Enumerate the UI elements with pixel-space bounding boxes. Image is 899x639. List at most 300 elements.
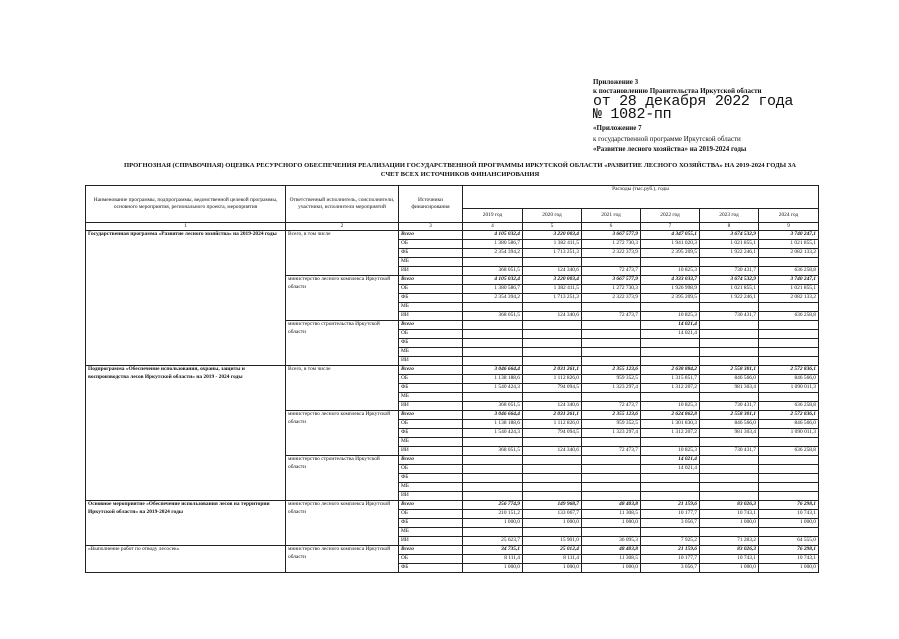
value-cell: 8 111,4 (463, 555, 523, 564)
col-index: 1 (86, 223, 286, 231)
source-cell: ИИ (399, 267, 463, 276)
value-cell (463, 303, 523, 312)
value-cell (700, 348, 759, 357)
col-header-executor: Ответственный исполнитель, соисполнители, участники, исполнители мероприятий (286, 186, 399, 223)
value-cell (582, 492, 641, 501)
value-cell: 794 094,5 (523, 429, 582, 438)
value-cell: 1 540 424,3 (463, 384, 523, 393)
value-cell (582, 474, 641, 483)
value-cell (582, 393, 641, 402)
value-cell (582, 357, 641, 366)
source-cell: ФБ (399, 249, 463, 258)
value-cell (523, 348, 582, 357)
value-cell: 2 355 123,6 (582, 366, 641, 375)
source-cell: Всего (399, 546, 463, 555)
value-cell: 14 021,4 (641, 456, 700, 465)
value-cell: 3 740 247,1 (759, 276, 819, 285)
value-cell (523, 456, 582, 465)
col-index: 7 (641, 223, 700, 231)
value-cell (759, 528, 819, 537)
value-cell (700, 357, 759, 366)
year-header: 2022 год (641, 209, 700, 223)
value-cell: 14 021,4 (641, 330, 700, 339)
source-cell: ФБ (399, 294, 463, 303)
value-cell: 256 774,9 (463, 501, 523, 510)
value-cell: 368 051,5 (463, 312, 523, 321)
value-cell: 1 021 855,1 (759, 285, 819, 294)
appendix7-line: «Приложение 7 (593, 124, 642, 132)
value-cell (463, 465, 523, 474)
source-cell: МБ (399, 483, 463, 492)
year-header: 2024 год (759, 209, 819, 223)
value-cell (582, 303, 641, 312)
value-cell: 210 151,2 (463, 510, 523, 519)
source-cell: Всего (399, 366, 463, 375)
source-cell: ОБ (399, 420, 463, 429)
value-cell: 1 713 251,3 (523, 249, 582, 258)
source-cell: ИИ (399, 447, 463, 456)
executor-cell: министерство лесного комплекса Иркутской области (286, 411, 399, 456)
value-cell: 846 566,0 (759, 420, 819, 429)
year-header: 2020 год (523, 209, 582, 223)
value-cell (523, 258, 582, 267)
value-cell (582, 528, 641, 537)
value-cell (641, 339, 700, 348)
value-cell (582, 483, 641, 492)
value-cell: 1 382 411,5 (523, 285, 582, 294)
value-cell: 2 558 301,1 (700, 366, 759, 375)
value-cell (641, 357, 700, 366)
executor-cell: министерство строительства Иркутской области (286, 456, 399, 501)
source-cell: ФБ (399, 339, 463, 348)
value-cell: 124 340,6 (523, 447, 582, 456)
value-cell: 1 090 011,3 (759, 429, 819, 438)
value-cell (463, 348, 523, 357)
value-cell: 1 000,0 (759, 564, 819, 573)
source-cell: ИИ (399, 537, 463, 546)
value-cell: 1 138 188,6 (463, 420, 523, 429)
value-cell: 2 082 133,2 (759, 249, 819, 258)
value-cell: 2 322 373,9 (582, 249, 641, 258)
value-cell: 2 322 373,9 (582, 294, 641, 303)
value-cell: 76 298,1 (759, 546, 819, 555)
program-name-cell: «Выполнение работ по отводу лесосек» (86, 546, 286, 573)
value-cell: 2 395 209,5 (641, 294, 700, 303)
value-cell: 1 272 730,3 (582, 240, 641, 249)
value-cell (759, 330, 819, 339)
value-cell (641, 474, 700, 483)
value-cell (700, 456, 759, 465)
value-cell: 1 000,0 (582, 564, 641, 573)
value-cell: 3 667 577,9 (582, 276, 641, 285)
value-cell (700, 492, 759, 501)
col-header-name: Наименование программы, подпрограммы, ведомственной целевой программы, основного мероприятия, регионального проекта, мероприятия (86, 186, 286, 223)
value-cell: 149 968,7 (523, 501, 582, 510)
value-cell: 71 283,2 (700, 537, 759, 546)
value-cell: 10 743,1 (700, 510, 759, 519)
value-cell: 2 031 261,1 (523, 366, 582, 375)
value-cell (759, 393, 819, 402)
value-cell: 48 403,8 (582, 546, 641, 555)
source-cell: ФБ (399, 384, 463, 393)
value-cell (582, 258, 641, 267)
value-cell: 1 312 207,2 (641, 429, 700, 438)
value-cell: 1 301 830,3 (641, 420, 700, 429)
value-cell: 1 323 297,4 (582, 384, 641, 393)
value-cell: 1 713 251,3 (523, 294, 582, 303)
value-cell: 133 067,7 (523, 510, 582, 519)
value-cell: 2 355 123,6 (582, 411, 641, 420)
value-cell: 636 258,8 (759, 402, 819, 411)
value-cell (641, 258, 700, 267)
program-ref-line: к государственной программе Иркутской области (593, 134, 741, 143)
value-cell: 2 031 261,1 (523, 411, 582, 420)
value-cell (463, 357, 523, 366)
appendix-decree-line: к постановлению Правительства Иркутской области (593, 86, 762, 95)
value-cell: 636 258,8 (759, 312, 819, 321)
source-cell: ОБ (399, 375, 463, 384)
value-cell: 25 012,4 (523, 546, 582, 555)
value-cell (641, 303, 700, 312)
value-cell: 4 105 032,4 (463, 231, 523, 240)
value-cell: 72 473,7 (582, 447, 641, 456)
value-cell: 3 056,7 (641, 564, 700, 573)
value-cell: 10 743,1 (700, 555, 759, 564)
value-cell: 3 046 664,4 (463, 411, 523, 420)
value-cell (641, 492, 700, 501)
col-index: 5 (523, 223, 582, 231)
source-cell: МБ (399, 348, 463, 357)
value-cell: 124 340,6 (523, 312, 582, 321)
value-cell: 1 315 851,7 (641, 375, 700, 384)
value-cell: 10 825,3 (641, 312, 700, 321)
value-cell: 1 941 020,3 (641, 240, 700, 249)
value-cell: 72 473,7 (582, 267, 641, 276)
value-cell (759, 303, 819, 312)
value-cell (463, 339, 523, 348)
source-cell: Всего (399, 501, 463, 510)
value-cell: 3 056,7 (641, 519, 700, 528)
source-cell: МБ (399, 528, 463, 537)
value-cell (463, 393, 523, 402)
col-index: 2 (286, 223, 399, 231)
value-cell: 1 000,0 (700, 519, 759, 528)
value-cell: 2 572 836,1 (759, 366, 819, 375)
source-cell: МБ (399, 393, 463, 402)
source-cell: МБ (399, 303, 463, 312)
source-cell: ИИ (399, 357, 463, 366)
value-cell (641, 438, 700, 447)
value-cell (523, 438, 582, 447)
col-index: 4 (463, 223, 523, 231)
title-line-1: ПРОГНОЗНАЯ (СПРАВОЧНАЯ) ОЦЕНКА РЕСУРСНОГО ОБЕСПЕЧЕНИЯ РЕАЛИЗАЦИИ ГОСУДАРСТВЕННОЙ ПРОГРАММЫ ИРКУТСКОЙ ОБЛАСТИ «РАЗВИТИЕ ЛЕСНОГО ХОЗЯЙСТВА» НА 2019-2024 ГОДЫ ЗА (124, 162, 796, 169)
value-cell (463, 330, 523, 339)
source-cell: ОБ (399, 330, 463, 339)
value-cell (463, 528, 523, 537)
value-cell (582, 348, 641, 357)
col-index: 3 (399, 223, 463, 231)
value-cell (759, 321, 819, 330)
value-cell (759, 492, 819, 501)
value-cell (700, 483, 759, 492)
value-cell (700, 339, 759, 348)
decree-number-stamp: № 1082-пп (593, 106, 672, 123)
executor-cell: министерство строительства Иркутской области (286, 321, 399, 366)
value-cell: 48 403,8 (582, 501, 641, 510)
value-cell: 10 177,7 (641, 510, 700, 519)
value-cell (582, 321, 641, 330)
value-cell: 3 220 003,4 (523, 231, 582, 240)
value-cell (759, 357, 819, 366)
value-cell (759, 474, 819, 483)
value-cell (463, 438, 523, 447)
value-cell (463, 258, 523, 267)
resource-table (85, 185, 819, 573)
value-cell: 846 566,0 (759, 375, 819, 384)
value-cell (700, 465, 759, 474)
source-cell: Всего (399, 321, 463, 330)
value-cell (759, 339, 819, 348)
value-cell (523, 474, 582, 483)
value-cell: 2 638 884,2 (641, 366, 700, 375)
value-cell (463, 456, 523, 465)
value-cell: 3 667 577,9 (582, 231, 641, 240)
value-cell: 1 112 826,0 (523, 420, 582, 429)
value-cell: 1 922 246,1 (700, 249, 759, 258)
table-body (86, 231, 819, 573)
value-cell (523, 465, 582, 474)
value-cell (700, 303, 759, 312)
value-cell: 34 735,1 (463, 546, 523, 555)
value-cell: 959 352,5 (582, 420, 641, 429)
document-title (80, 162, 840, 179)
value-cell: 1 272 730,3 (582, 285, 641, 294)
value-cell (641, 393, 700, 402)
col-index: 6 (582, 223, 641, 231)
value-cell: 2 354 394,2 (463, 294, 523, 303)
value-cell: 76 298,1 (759, 501, 819, 510)
source-cell: Всего (399, 231, 463, 240)
value-cell: 1 000,0 (463, 519, 523, 528)
value-cell: 10 825,3 (641, 267, 700, 276)
value-cell (759, 483, 819, 492)
executor-cell: Всего, в том числе (286, 366, 399, 411)
appendix-header (593, 78, 893, 154)
value-cell (463, 492, 523, 501)
appendix-line: Приложение 3 (593, 78, 639, 86)
value-cell (523, 339, 582, 348)
value-cell: 3 674 532,9 (700, 231, 759, 240)
year-header: 2021 год (582, 209, 641, 223)
value-cell: 2 354 394,2 (463, 249, 523, 258)
col-header-source: Источники финансирования (399, 186, 463, 223)
program-name-cell: Государственная программа «Развитие лесного хозяйства» на 2019-2024 годы (86, 231, 286, 366)
value-cell (582, 339, 641, 348)
value-cell: 4 105 032,4 (463, 276, 523, 285)
source-cell: ИИ (399, 312, 463, 321)
value-cell: 72 473,7 (582, 402, 641, 411)
value-cell: 636 258,8 (759, 447, 819, 456)
value-cell: 730 431,7 (700, 402, 759, 411)
table-row (86, 501, 819, 510)
value-cell: 1 021 855,1 (700, 285, 759, 294)
source-cell: ОБ (399, 285, 463, 294)
source-cell: МБ (399, 258, 463, 267)
value-cell: 3 046 664,4 (463, 366, 523, 375)
value-cell (759, 348, 819, 357)
value-cell (463, 483, 523, 492)
value-cell: 794 094,5 (523, 384, 582, 393)
value-cell: 1 000,0 (463, 564, 523, 573)
value-cell: 1 138 188,6 (463, 375, 523, 384)
value-cell (523, 492, 582, 501)
title-line-2: СЧЕТ ВСЕХ ИСТОЧНИКОВ ФИНАНСИРОВАНИЯ (380, 170, 540, 178)
value-cell: 14 021,4 (641, 321, 700, 330)
col-index: 9 (759, 223, 819, 231)
value-cell: 1 922 246,1 (700, 294, 759, 303)
value-cell: 2 082 133,2 (759, 294, 819, 303)
value-cell (641, 483, 700, 492)
value-cell: 1 112 826,0 (523, 375, 582, 384)
value-cell: 124 340,6 (523, 267, 582, 276)
value-cell: 1 926 998,9 (641, 285, 700, 294)
value-cell: 3 220 003,4 (523, 276, 582, 285)
source-cell: ФБ (399, 564, 463, 573)
decree-date-stamp: от 28 декабря 2022 года (593, 93, 794, 110)
value-cell (582, 456, 641, 465)
value-cell: 981 303,4 (700, 384, 759, 393)
value-cell: 36 095,3 (582, 537, 641, 546)
value-cell: 83 026,3 (700, 501, 759, 510)
value-cell: 730 431,7 (700, 267, 759, 276)
value-cell (700, 258, 759, 267)
source-cell: Всего (399, 276, 463, 285)
value-cell (759, 258, 819, 267)
value-cell: 2 558 301,1 (700, 411, 759, 420)
value-cell (582, 438, 641, 447)
value-cell: 10 743,1 (759, 510, 819, 519)
value-cell: 1 540 424,3 (463, 429, 523, 438)
value-cell: 25 623,7 (463, 537, 523, 546)
source-cell: МБ (399, 438, 463, 447)
value-cell: 10 825,3 (641, 447, 700, 456)
value-cell (523, 483, 582, 492)
value-cell: 1 021 855,1 (759, 240, 819, 249)
source-cell: ФБ (399, 474, 463, 483)
value-cell (523, 357, 582, 366)
source-cell: ОБ (399, 240, 463, 249)
value-cell: 1 323 297,4 (582, 429, 641, 438)
value-cell: 15 901,0 (523, 537, 582, 546)
executor-cell: министерство лесного комплекса Иркутской области (286, 276, 399, 321)
value-cell: 1 312 207,2 (641, 384, 700, 393)
table-row (86, 231, 819, 240)
value-cell: 959 352,5 (582, 375, 641, 384)
value-cell (523, 321, 582, 330)
value-cell: 636 258,8 (759, 267, 819, 276)
value-cell: 368 051,5 (463, 267, 523, 276)
source-cell: ОБ (399, 510, 463, 519)
value-cell (523, 393, 582, 402)
value-cell (523, 330, 582, 339)
value-cell: 83 026,3 (700, 546, 759, 555)
source-cell: ОБ (399, 555, 463, 564)
value-cell (759, 465, 819, 474)
value-cell: 10 743,1 (759, 555, 819, 564)
value-cell: 1 000,0 (523, 564, 582, 573)
value-cell: 2 395 209,5 (641, 249, 700, 258)
value-cell: 1 382 411,5 (523, 240, 582, 249)
value-cell: 1 000,0 (523, 519, 582, 528)
value-cell: 2 572 836,1 (759, 411, 819, 420)
value-cell: 7 925,2 (641, 537, 700, 546)
value-cell: 4 347 055,1 (641, 231, 700, 240)
value-cell (700, 528, 759, 537)
value-cell: 846 566,0 (700, 420, 759, 429)
source-cell: ИИ (399, 492, 463, 501)
value-cell: 21 159,6 (641, 546, 700, 555)
source-cell: ИИ (399, 402, 463, 411)
value-cell: 1 380 586,7 (463, 240, 523, 249)
executor-cell: министерство лесного комплекса Иркутской области (286, 501, 399, 546)
value-cell: 1 000,0 (582, 519, 641, 528)
value-cell (700, 321, 759, 330)
col-index: 8 (700, 223, 759, 231)
value-cell: 64 555,0 (759, 537, 819, 546)
col-header-expenses: Расходы (тыс.руб.), годы (463, 186, 819, 209)
value-cell (641, 348, 700, 357)
value-cell (641, 528, 700, 537)
source-cell: ФБ (399, 429, 463, 438)
source-cell: ФБ (399, 519, 463, 528)
value-cell (700, 393, 759, 402)
value-cell: 72 473,7 (582, 312, 641, 321)
value-cell: 1 000,0 (700, 564, 759, 573)
value-cell: 8 111,4 (523, 555, 582, 564)
source-cell: ОБ (399, 465, 463, 474)
value-cell (582, 330, 641, 339)
table-row (86, 546, 819, 555)
value-cell: 4 333 033,7 (641, 276, 700, 285)
value-cell: 10 825,3 (641, 402, 700, 411)
program-name-line: «Развитие лесного хозяйства» на 2019-2024 годы (593, 145, 747, 153)
value-cell: 1 021 855,1 (700, 240, 759, 249)
value-cell: 21 159,6 (641, 501, 700, 510)
value-cell (759, 456, 819, 465)
year-header: 2019 год (463, 209, 523, 223)
value-cell: 368 051,5 (463, 447, 523, 456)
value-cell: 14 021,4 (641, 465, 700, 474)
value-cell (523, 528, 582, 537)
value-cell (700, 330, 759, 339)
value-cell: 981 303,4 (700, 429, 759, 438)
value-cell (700, 438, 759, 447)
value-cell: 1 000,0 (759, 519, 819, 528)
table-row (86, 366, 819, 375)
value-cell (463, 474, 523, 483)
value-cell: 124 340,6 (523, 402, 582, 411)
value-cell: 1 380 586,7 (463, 285, 523, 294)
source-cell: Всего (399, 411, 463, 420)
value-cell (463, 321, 523, 330)
value-cell (523, 303, 582, 312)
value-cell: 11 308,5 (582, 510, 641, 519)
executor-cell: Всего, в том числе (286, 231, 399, 276)
source-cell: Всего (399, 456, 463, 465)
value-cell: 3 740 247,1 (759, 231, 819, 240)
value-cell: 1 090 011,3 (759, 384, 819, 393)
value-cell (700, 474, 759, 483)
